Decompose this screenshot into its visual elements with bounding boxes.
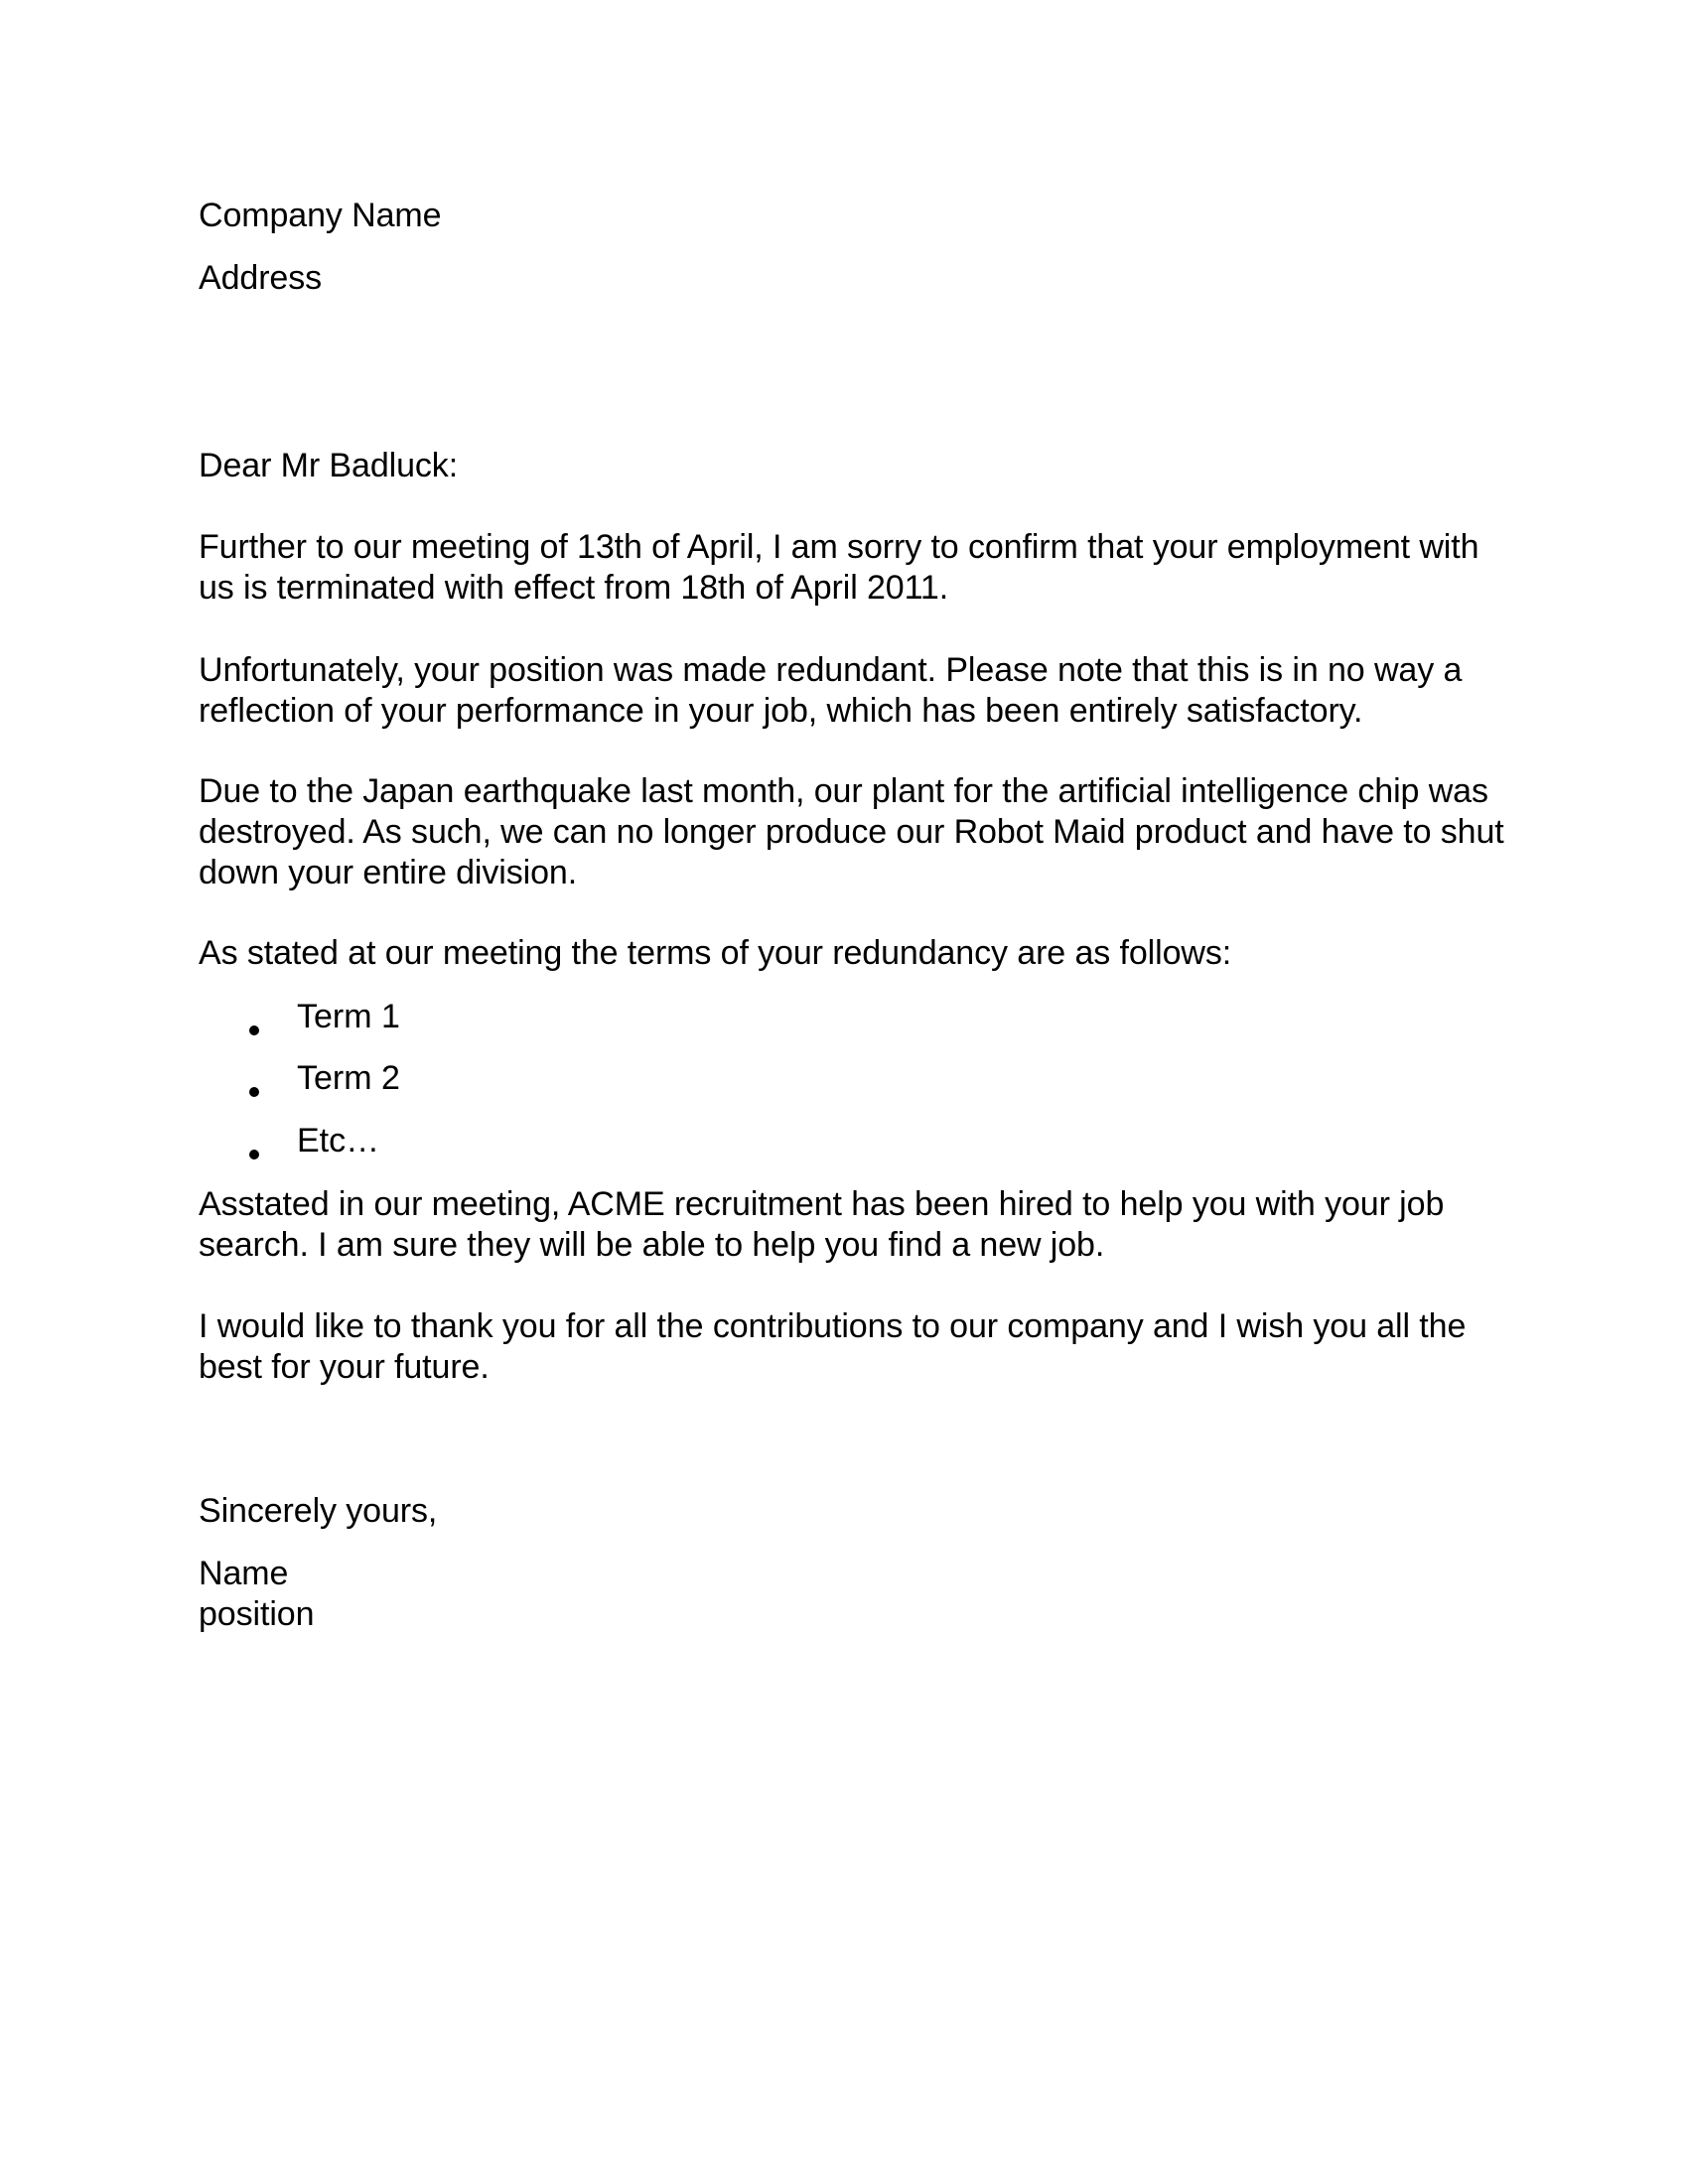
paragraph-3-line-1: Due to the Japan earthquake last month, our plant for the artificial intelligence chip was	[199, 772, 1488, 810]
complimentary-close: Sincerely yours,	[199, 1492, 438, 1530]
salutation: Dear Mr Badluck:	[199, 447, 459, 484]
term-item-1: Term 1	[297, 998, 400, 1035]
company-name: Company Name	[199, 197, 442, 234]
terms-intro: As stated at our meeting the terms of your redundancy are as follows:	[199, 934, 1232, 972]
closing-paragraph-1-line-2: search. I am sure they will be able to help you find a new job.	[199, 1226, 1105, 1264]
term-item-3: Etc…	[297, 1122, 380, 1160]
bullet-icon	[249, 1150, 259, 1160]
term-item-2: Term 2	[297, 1059, 400, 1097]
company-address: Address	[199, 259, 323, 297]
signer-name: Name	[199, 1555, 289, 1592]
signer-position: position	[199, 1595, 315, 1633]
closing-paragraph-1-line-1: Asstated in our meeting, ACME recruitment has been hired to help you with your job	[199, 1185, 1445, 1223]
paragraph-2-line-1: Unfortunately, your position was made redundant. Please note that this is in no way a	[199, 651, 1463, 689]
bullet-icon	[249, 1087, 259, 1097]
closing-paragraph-2-line-2: best for your future.	[199, 1348, 490, 1386]
paragraph-1-line-1: Further to our meeting of 13th of April, I am sorry to confirm that your employment with	[199, 528, 1479, 566]
closing-paragraph-2-line-1: I would like to thank you for all the contributions to our company and I wish you all the	[199, 1307, 1467, 1345]
paragraph-1-line-2: us is terminated with effect from 18th of April 2011.	[199, 569, 949, 607]
paragraph-3-line-3: down your entire division.	[199, 854, 578, 891]
paragraph-2-line-2: reflection of your performance in your job, which has been entirely satisfactory.	[199, 692, 1363, 730]
paragraph-3-line-2: destroyed. As such, we can no longer produce our Robot Maid product and have to shut	[199, 813, 1504, 851]
bullet-icon	[249, 1025, 259, 1035]
